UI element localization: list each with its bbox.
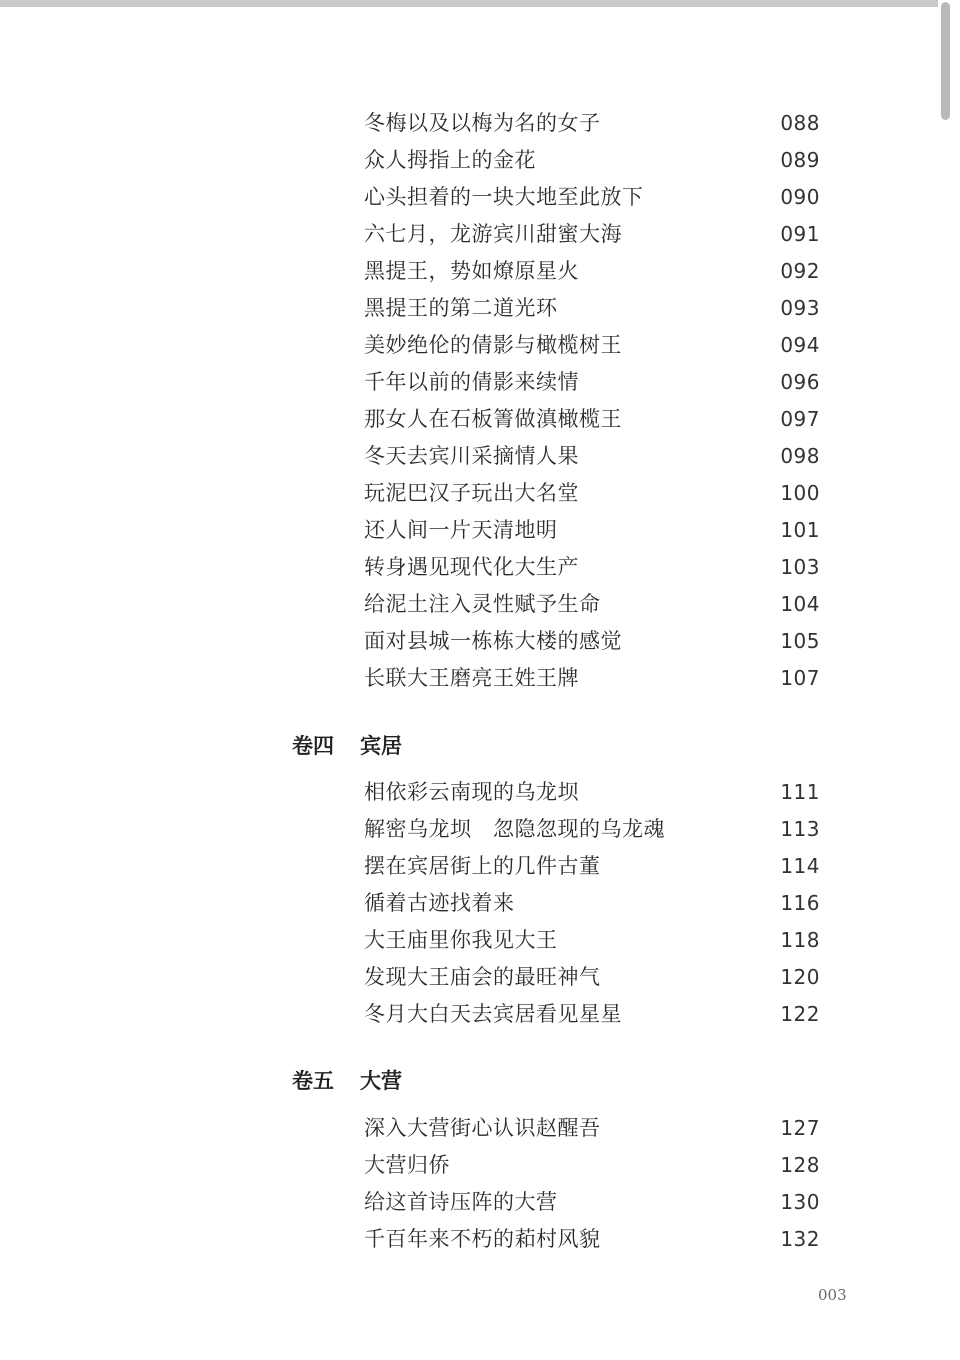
toc-entry-title: 给这首诗压阵的大营: [364, 1190, 558, 1214]
page-number: 003: [818, 1286, 847, 1304]
toc-entry[interactable]: [364, 475, 820, 511]
toc-entry-page: 090: [780, 185, 820, 209]
section-volume-label: 卷四: [292, 734, 334, 758]
toc-entry-page: 097: [780, 407, 820, 431]
toc-entry-title: 解密乌龙坝 忽隐忽现的乌龙魂: [364, 817, 665, 841]
toc-entry-title: 冬梅以及以梅为名的女子: [364, 111, 601, 135]
toc-entry[interactable]: [364, 959, 820, 995]
toc-entry-page: 089: [780, 148, 820, 172]
toc-entry-page: 100: [780, 481, 820, 505]
toc-entry[interactable]: [364, 142, 820, 178]
toc-entry-title: 六七月，龙游宾川甜蜜大海: [364, 222, 622, 246]
scrollbar-thumb[interactable]: [941, 2, 950, 120]
toc-entry-page: 092: [780, 259, 820, 283]
toc-entry[interactable]: [364, 811, 820, 847]
section-heading-volume-5[interactable]: [292, 1063, 402, 1099]
toc-entry-title: 冬天去宾川采摘情人果: [364, 444, 579, 468]
toc-entry-title: 玩泥巴汉子玩出大名堂: [364, 481, 579, 505]
toc-entry[interactable]: [364, 253, 820, 289]
toc-entry-title: 千年以前的倩影来续情: [364, 370, 579, 394]
toc-entry-page: 105: [780, 629, 820, 653]
toc-entry-title: 相依彩云南现的乌龙坝: [364, 780, 579, 804]
toc-entry[interactable]: [364, 290, 820, 326]
toc-entry-title: 长联大王磨亮王姓王牌: [364, 666, 579, 690]
toc-entry-page: 096: [780, 370, 820, 394]
toc-entry-page: 088: [780, 111, 820, 135]
toc-entry-page: 104: [780, 592, 820, 616]
toc-entry[interactable]: [364, 549, 820, 585]
toc-entry-title: 大营归侨: [364, 1153, 450, 1177]
toc-entry-title: 冬月大白天去宾居看见星星: [364, 1002, 622, 1026]
section-name: 大营: [360, 1069, 402, 1093]
toc-entry-page: 122: [780, 1002, 820, 1026]
toc-entry-page: 118: [780, 928, 820, 952]
toc-entry[interactable]: [364, 105, 820, 141]
toc-entry-title: 循着古迹找着来: [364, 891, 515, 915]
toc-entry-page: 113: [780, 817, 820, 841]
toc-entry[interactable]: [364, 364, 820, 400]
scrollbar[interactable]: [938, 0, 960, 1360]
toc-entry[interactable]: [364, 848, 820, 884]
toc-entry-title: 那女人在石板箐做滇橄榄王: [364, 407, 622, 431]
toc-entry-title: 摆在宾居街上的几件古董: [364, 854, 601, 878]
toc-entry-title: 千百年来不朽的萂村风貌: [364, 1227, 601, 1251]
toc-entry[interactable]: [364, 179, 820, 215]
toc-entry-page: 130: [780, 1190, 820, 1214]
toc-entry-page: 098: [780, 444, 820, 468]
toc-entry[interactable]: [364, 996, 820, 1032]
toc-entry[interactable]: [364, 1147, 820, 1183]
toc-entry-title: 众人拇指上的金花: [364, 148, 536, 172]
section-name: 宾居: [360, 734, 402, 758]
toc-entry[interactable]: [364, 586, 820, 622]
toc-entry-title: 深入大营街心认识赵醒吾: [364, 1116, 601, 1140]
toc-entry[interactable]: [364, 1221, 820, 1257]
toc-entry-title: 大王庙里你我见大王: [364, 928, 558, 952]
toc-entry-title: 心头担着的一块大地至此放下: [364, 185, 644, 209]
toc-entry-page: 091: [780, 222, 820, 246]
toc-entry[interactable]: [364, 1110, 820, 1146]
toc-entry-page: 128: [780, 1153, 820, 1177]
toc-entry[interactable]: [364, 774, 820, 810]
top-edge-bar: [0, 0, 960, 7]
section-volume-label: 卷五: [292, 1069, 334, 1093]
toc-entry[interactable]: [364, 512, 820, 548]
toc-entry-page: 107: [780, 666, 820, 690]
toc-entry-page: 127: [780, 1116, 820, 1140]
toc-entry-title: 黑提王的第二道光环: [364, 296, 558, 320]
toc-entry-title: 美妙绝伦的倩影与橄榄树王: [364, 333, 622, 357]
toc-entry[interactable]: [364, 1184, 820, 1220]
toc-entry-page: 103: [780, 555, 820, 579]
toc-entry[interactable]: [364, 885, 820, 921]
toc-entry[interactable]: [364, 327, 820, 363]
toc-entry[interactable]: [364, 922, 820, 958]
toc-entry-page: 101: [780, 518, 820, 542]
toc-entry[interactable]: [364, 623, 820, 659]
toc-entry-page: 120: [780, 965, 820, 989]
toc-entry[interactable]: [364, 660, 820, 696]
toc-entry-title: 发现大王庙会的最旺神气: [364, 965, 601, 989]
section-heading-volume-4[interactable]: [292, 728, 402, 764]
toc-entry-page: 093: [780, 296, 820, 320]
toc-entry-page: 094: [780, 333, 820, 357]
toc-entry-page: 111: [780, 780, 820, 804]
toc-entry[interactable]: [364, 216, 820, 252]
toc-entry-page: 116: [780, 891, 820, 915]
toc-entry-title: 给泥土注入灵性赋予生命: [364, 592, 601, 616]
toc-entry-title: 转身遇见现代化大生产: [364, 555, 579, 579]
toc-entry-title: 还人间一片天清地明: [364, 518, 558, 542]
toc-entry[interactable]: [364, 401, 820, 437]
toc-entry-title: 面对县城一栋栋大楼的感觉: [364, 629, 622, 653]
toc-entry-page: 132: [780, 1227, 820, 1251]
toc-entry-page: 114: [780, 854, 820, 878]
toc-entry-title: 黑提王，势如燎原星火: [364, 259, 579, 283]
toc-entry[interactable]: [364, 438, 820, 474]
